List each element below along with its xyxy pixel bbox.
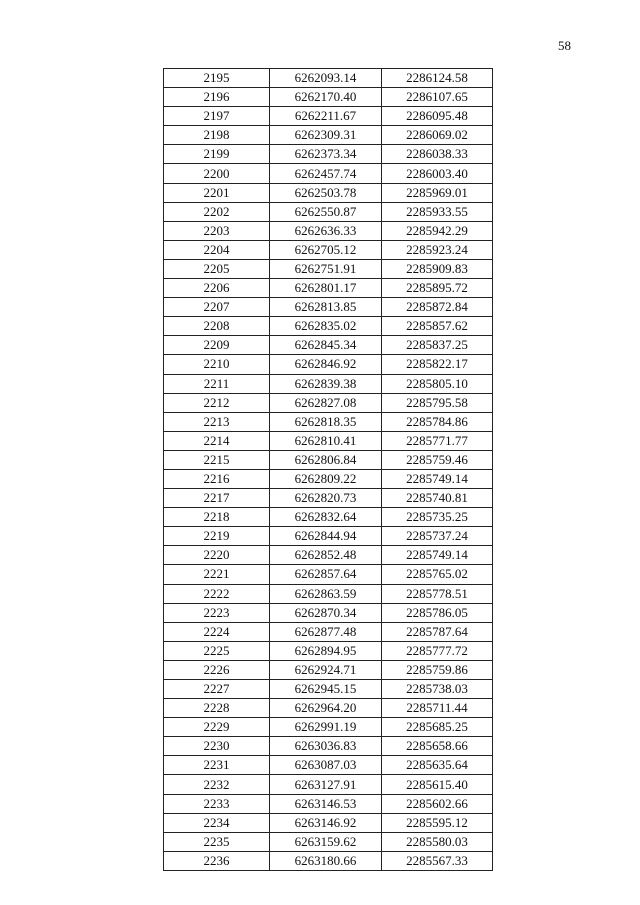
point-number-cell: 2196 — [164, 88, 270, 107]
table-row — [164, 202, 493, 221]
x-coordinate-cell: 6263146.92 — [270, 813, 382, 832]
page-number: 58 — [558, 38, 571, 53]
table-row — [164, 775, 493, 794]
table-row — [164, 107, 493, 126]
y-coordinate-cell: 2285837.25 — [382, 336, 493, 355]
point-number-cell: 2197 — [164, 107, 270, 126]
x-coordinate-cell: 6262924.71 — [270, 660, 382, 679]
x-coordinate-cell: 6262373.34 — [270, 145, 382, 164]
y-coordinate-cell: 2286038.33 — [382, 145, 493, 164]
x-coordinate-cell: 6262820.73 — [270, 489, 382, 508]
x-coordinate-cell: 6262846.92 — [270, 355, 382, 374]
x-coordinate-cell: 6262832.64 — [270, 508, 382, 527]
y-coordinate-cell: 2285737.24 — [382, 527, 493, 546]
table-row — [164, 183, 493, 202]
point-number-cell: 2209 — [164, 336, 270, 355]
table-row — [164, 317, 493, 336]
table-row — [164, 374, 493, 393]
x-coordinate-cell: 6262801.17 — [270, 279, 382, 298]
table-row — [164, 718, 493, 737]
y-coordinate-cell: 2285784.86 — [382, 412, 493, 431]
x-coordinate-cell: 6263127.91 — [270, 775, 382, 794]
point-number-cell: 2195 — [164, 69, 270, 88]
point-number-cell: 2217 — [164, 489, 270, 508]
table-row — [164, 813, 493, 832]
point-number-cell: 2221 — [164, 565, 270, 584]
point-number-cell: 2211 — [164, 374, 270, 393]
y-coordinate-cell: 2285805.10 — [382, 374, 493, 393]
y-coordinate-cell: 2285895.72 — [382, 279, 493, 298]
point-number-cell: 2223 — [164, 603, 270, 622]
x-coordinate-cell: 6262813.85 — [270, 298, 382, 317]
y-coordinate-cell: 2285595.12 — [382, 813, 493, 832]
y-coordinate-cell: 2286003.40 — [382, 164, 493, 183]
x-coordinate-cell: 6262636.33 — [270, 221, 382, 240]
point-number-cell: 2201 — [164, 183, 270, 202]
table-row — [164, 431, 493, 450]
point-number-cell: 2202 — [164, 202, 270, 221]
point-number-cell: 2220 — [164, 546, 270, 565]
y-coordinate-cell: 2285786.05 — [382, 603, 493, 622]
y-coordinate-cell: 2285822.17 — [382, 355, 493, 374]
y-coordinate-cell: 2285787.64 — [382, 622, 493, 641]
x-coordinate-cell: 6263036.83 — [270, 737, 382, 756]
table-row — [164, 221, 493, 240]
table-row — [164, 355, 493, 374]
table-row — [164, 680, 493, 699]
x-coordinate-cell: 6262863.59 — [270, 584, 382, 603]
x-coordinate-cell: 6262806.84 — [270, 450, 382, 469]
y-coordinate-cell: 2285969.01 — [382, 183, 493, 202]
point-number-cell: 2204 — [164, 240, 270, 259]
table-row — [164, 756, 493, 775]
x-coordinate-cell: 6262844.94 — [270, 527, 382, 546]
y-coordinate-cell: 2285685.25 — [382, 718, 493, 737]
point-number-cell: 2228 — [164, 699, 270, 718]
y-coordinate-cell: 2285933.55 — [382, 202, 493, 221]
y-coordinate-cell: 2286095.48 — [382, 107, 493, 126]
table-row — [164, 279, 493, 298]
coordinates-table — [163, 68, 493, 871]
y-coordinate-cell: 2285795.58 — [382, 393, 493, 412]
table-row — [164, 259, 493, 278]
point-number-cell: 2232 — [164, 775, 270, 794]
point-number-cell: 2199 — [164, 145, 270, 164]
y-coordinate-cell: 2286107.65 — [382, 88, 493, 107]
x-coordinate-cell: 6263180.66 — [270, 851, 382, 870]
x-coordinate-cell: 6262964.20 — [270, 699, 382, 718]
table-row — [164, 298, 493, 317]
x-coordinate-cell: 6263159.62 — [270, 832, 382, 851]
x-coordinate-cell: 6262877.48 — [270, 622, 382, 641]
y-coordinate-cell: 2285759.46 — [382, 450, 493, 469]
y-coordinate-cell: 2285923.24 — [382, 240, 493, 259]
point-number-cell: 2219 — [164, 527, 270, 546]
point-number-cell: 2215 — [164, 450, 270, 469]
y-coordinate-cell: 2285711.44 — [382, 699, 493, 718]
x-coordinate-cell: 6262170.40 — [270, 88, 382, 107]
table-row — [164, 584, 493, 603]
x-coordinate-cell: 6262945.15 — [270, 680, 382, 699]
table-row — [164, 88, 493, 107]
x-coordinate-cell: 6262852.48 — [270, 546, 382, 565]
point-number-cell: 2224 — [164, 622, 270, 641]
point-number-cell: 2230 — [164, 737, 270, 756]
x-coordinate-cell: 6262457.74 — [270, 164, 382, 183]
table-row — [164, 450, 493, 469]
y-coordinate-cell: 2286124.58 — [382, 69, 493, 88]
point-number-cell: 2234 — [164, 813, 270, 832]
y-coordinate-cell: 2285735.25 — [382, 508, 493, 527]
x-coordinate-cell: 6262870.34 — [270, 603, 382, 622]
x-coordinate-cell: 6262818.35 — [270, 412, 382, 431]
point-number-cell: 2236 — [164, 851, 270, 870]
table-row — [164, 832, 493, 851]
point-number-cell: 2198 — [164, 126, 270, 145]
point-number-cell: 2205 — [164, 259, 270, 278]
x-coordinate-cell: 6262705.12 — [270, 240, 382, 259]
point-number-cell: 2200 — [164, 164, 270, 183]
table-row — [164, 546, 493, 565]
table-row — [164, 660, 493, 679]
table-row — [164, 565, 493, 584]
point-number-cell: 2206 — [164, 279, 270, 298]
point-number-cell: 2218 — [164, 508, 270, 527]
point-number-cell: 2225 — [164, 641, 270, 660]
y-coordinate-cell: 2285771.77 — [382, 431, 493, 450]
x-coordinate-cell: 6262894.95 — [270, 641, 382, 660]
table-row — [164, 69, 493, 88]
table-row — [164, 164, 493, 183]
point-number-cell: 2214 — [164, 431, 270, 450]
x-coordinate-cell: 6262827.08 — [270, 393, 382, 412]
table-row — [164, 393, 493, 412]
x-coordinate-cell: 6262550.87 — [270, 202, 382, 221]
table-row — [164, 145, 493, 164]
y-coordinate-cell: 2285872.84 — [382, 298, 493, 317]
y-coordinate-cell: 2285942.29 — [382, 221, 493, 240]
table-row — [164, 603, 493, 622]
x-coordinate-cell: 6262211.67 — [270, 107, 382, 126]
table-row — [164, 851, 493, 870]
table-row — [164, 641, 493, 660]
x-coordinate-cell: 6262309.31 — [270, 126, 382, 145]
table-row — [164, 622, 493, 641]
table-row — [164, 240, 493, 259]
table-row — [164, 508, 493, 527]
point-number-cell: 2213 — [164, 412, 270, 431]
y-coordinate-cell: 2285580.03 — [382, 832, 493, 851]
y-coordinate-cell: 2286069.02 — [382, 126, 493, 145]
y-coordinate-cell: 2285738.03 — [382, 680, 493, 699]
y-coordinate-cell: 2285777.72 — [382, 641, 493, 660]
table-row — [164, 527, 493, 546]
y-coordinate-cell: 2285759.86 — [382, 660, 493, 679]
y-coordinate-cell: 2285778.51 — [382, 584, 493, 603]
y-coordinate-cell: 2285635.64 — [382, 756, 493, 775]
y-coordinate-cell: 2285615.40 — [382, 775, 493, 794]
point-number-cell: 2226 — [164, 660, 270, 679]
table-row — [164, 737, 493, 756]
table-row — [164, 469, 493, 488]
y-coordinate-cell: 2285765.02 — [382, 565, 493, 584]
x-coordinate-cell: 6262845.34 — [270, 336, 382, 355]
table-row — [164, 489, 493, 508]
point-number-cell: 2216 — [164, 469, 270, 488]
point-number-cell: 2203 — [164, 221, 270, 240]
table-row — [164, 794, 493, 813]
coordinates-table-body — [164, 69, 493, 871]
x-coordinate-cell: 6262839.38 — [270, 374, 382, 393]
x-coordinate-cell: 6263087.03 — [270, 756, 382, 775]
table-row — [164, 699, 493, 718]
point-number-cell: 2229 — [164, 718, 270, 737]
x-coordinate-cell: 6262835.02 — [270, 317, 382, 336]
x-coordinate-cell: 6262809.22 — [270, 469, 382, 488]
point-number-cell: 2222 — [164, 584, 270, 603]
x-coordinate-cell: 6263146.53 — [270, 794, 382, 813]
point-number-cell: 2227 — [164, 680, 270, 699]
y-coordinate-cell: 2285658.66 — [382, 737, 493, 756]
y-coordinate-cell: 2285749.14 — [382, 469, 493, 488]
point-number-cell: 2231 — [164, 756, 270, 775]
x-coordinate-cell: 6262857.64 — [270, 565, 382, 584]
y-coordinate-cell: 2285749.14 — [382, 546, 493, 565]
table-row — [164, 126, 493, 145]
point-number-cell: 2235 — [164, 832, 270, 851]
table-row — [164, 412, 493, 431]
y-coordinate-cell: 2285602.66 — [382, 794, 493, 813]
y-coordinate-cell: 2285567.33 — [382, 851, 493, 870]
point-number-cell: 2212 — [164, 393, 270, 412]
y-coordinate-cell: 2285909.83 — [382, 259, 493, 278]
y-coordinate-cell: 2285857.62 — [382, 317, 493, 336]
x-coordinate-cell: 6262810.41 — [270, 431, 382, 450]
point-number-cell: 2233 — [164, 794, 270, 813]
x-coordinate-cell: 6262093.14 — [270, 69, 382, 88]
x-coordinate-cell: 6262991.19 — [270, 718, 382, 737]
table-row — [164, 336, 493, 355]
y-coordinate-cell: 2285740.81 — [382, 489, 493, 508]
point-number-cell: 2208 — [164, 317, 270, 336]
point-number-cell: 2207 — [164, 298, 270, 317]
point-number-cell: 2210 — [164, 355, 270, 374]
x-coordinate-cell: 6262503.78 — [270, 183, 382, 202]
x-coordinate-cell: 6262751.91 — [270, 259, 382, 278]
